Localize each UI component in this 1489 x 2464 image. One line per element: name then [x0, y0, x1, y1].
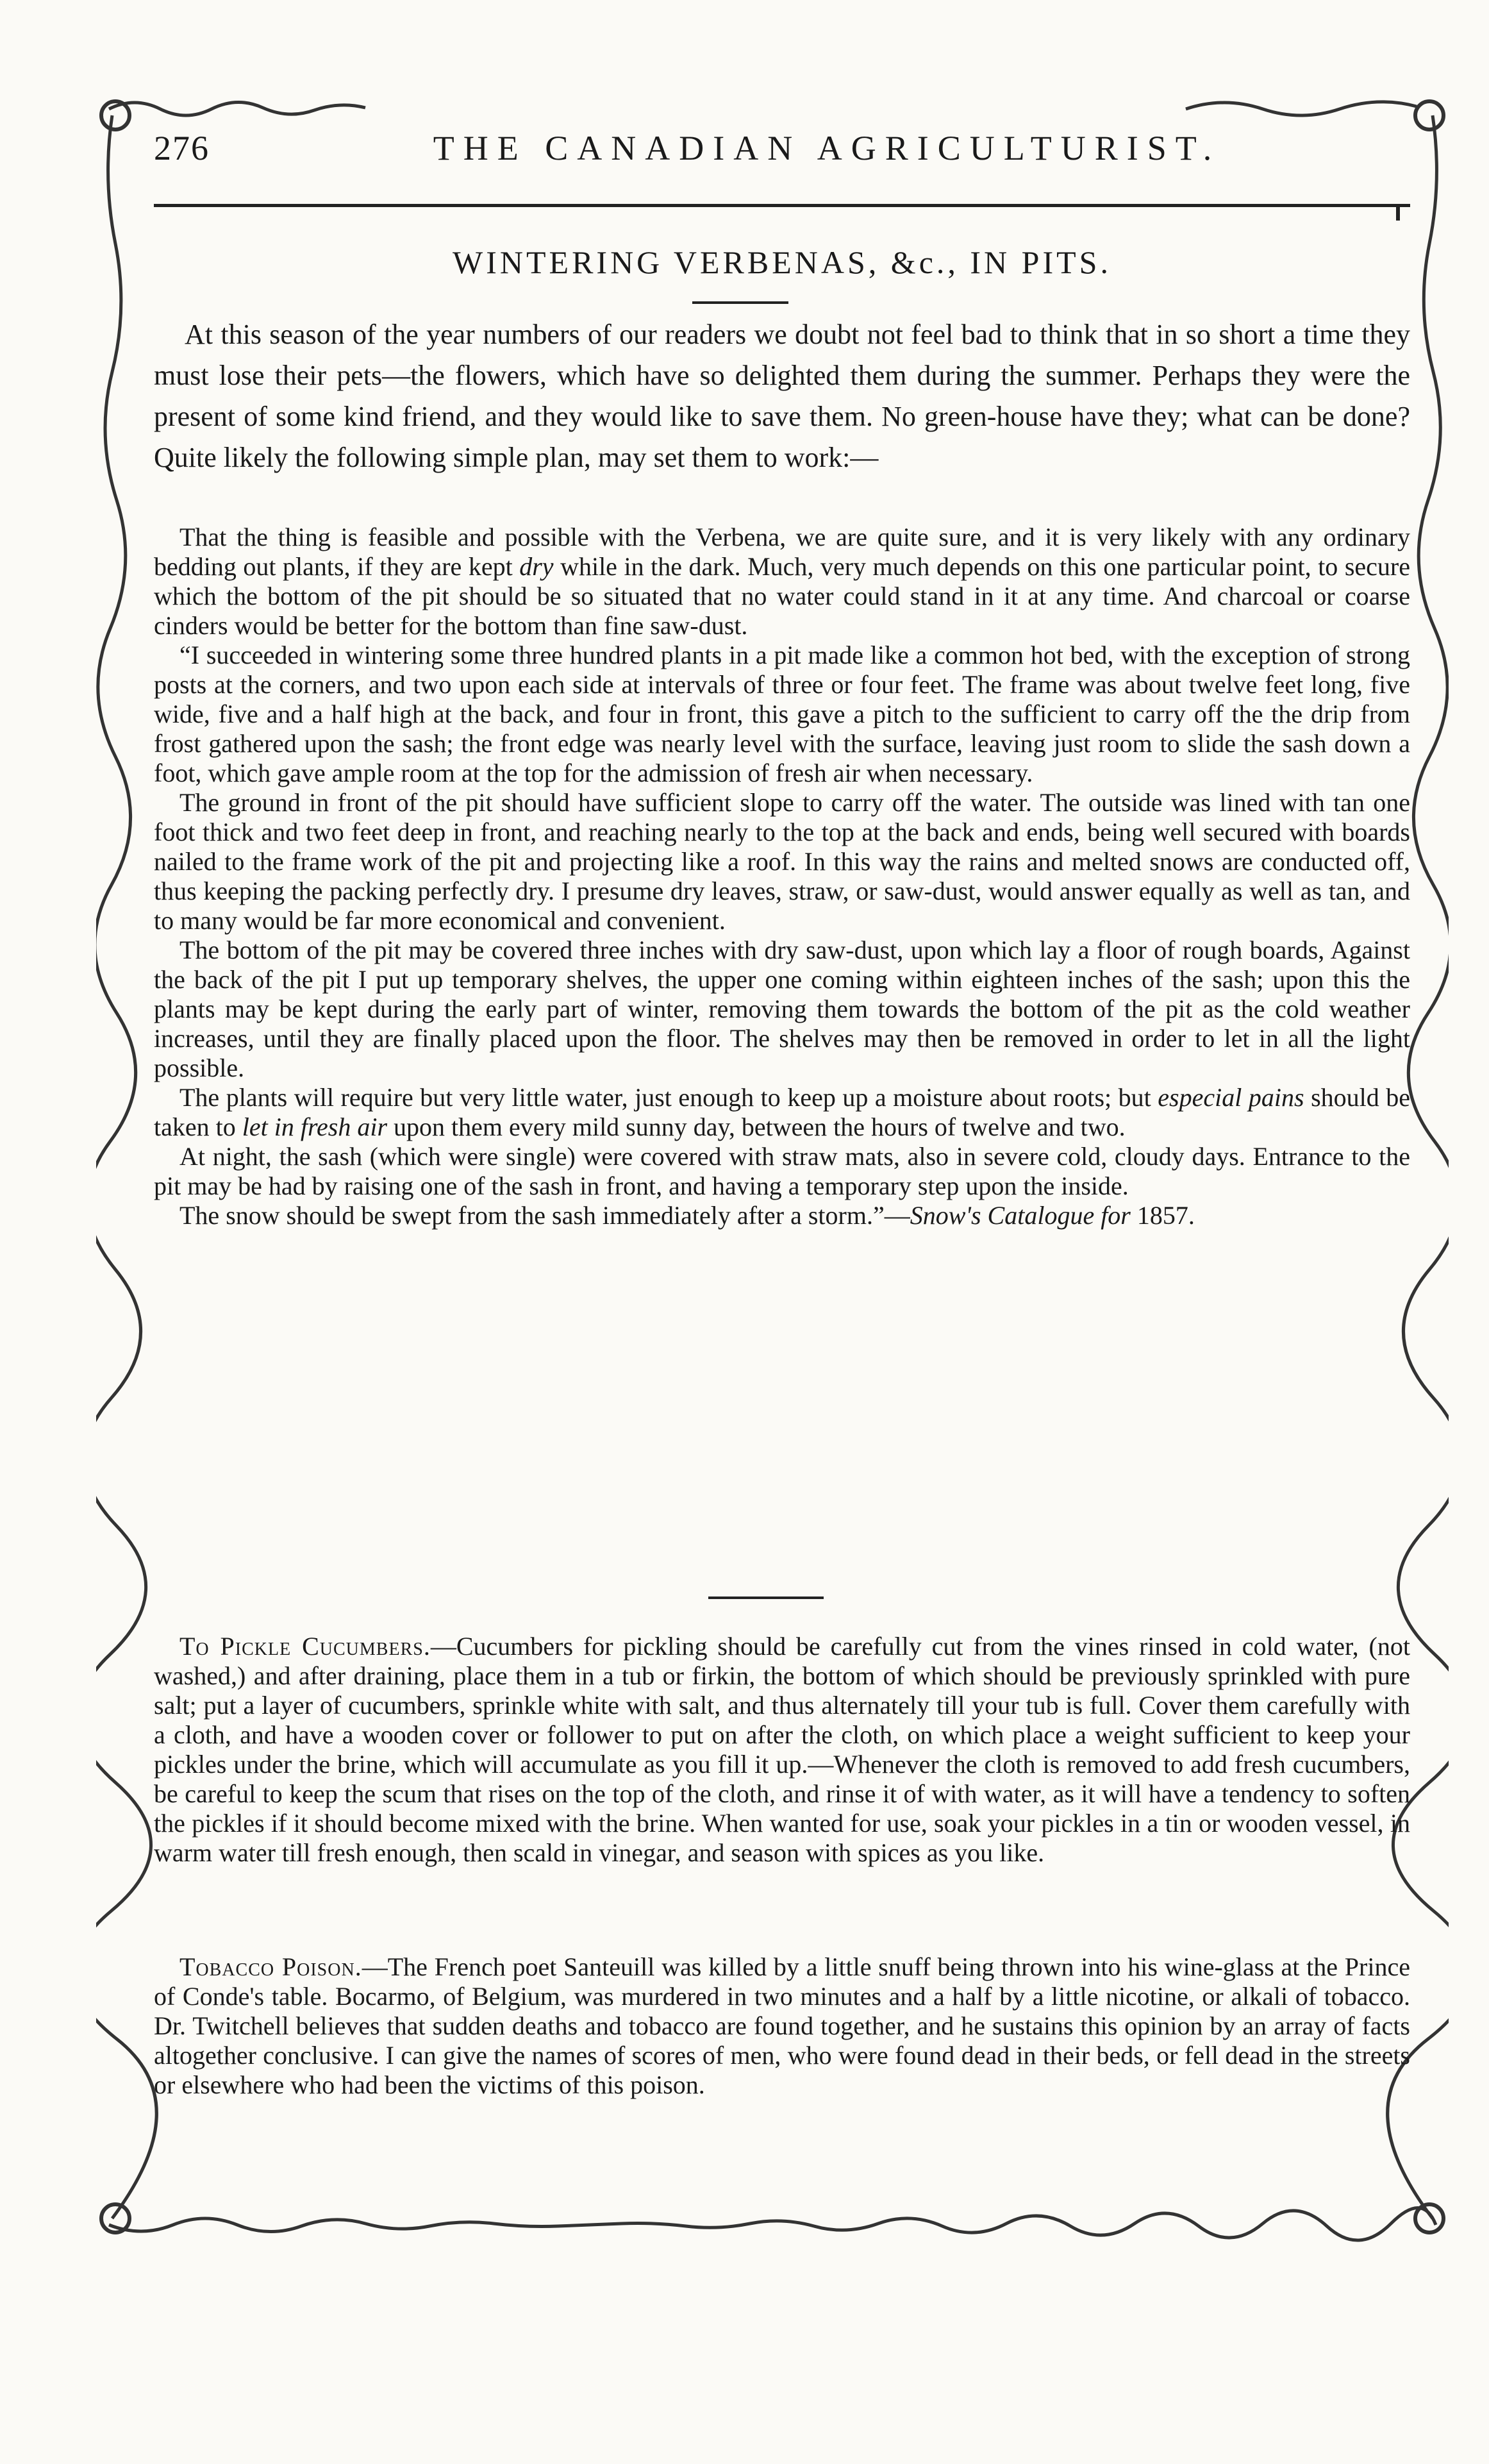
pickle-lead: To Pickle Cucumbers. — [179, 1632, 431, 1661]
pickle-section — [154, 1632, 1410, 1868]
body-paragraph-2: “I succeeded in wintering some three hundred plants in a pit made like a common hot bed, with the exception of strong posts at the corners, and two upon each side at intervals of three or four feet. The frame was about twelve feet long, five wide, five and a half high at the back, and four in front, this gave a pitch to the sufficient to carry off the the drip from frost gathered upon the sash; the front edge was nearly level with the surface, leaving just room to slide the sash down a foot, which gave ample room at the top for the admission of fresh air when necessary. — [154, 641, 1410, 787]
text-run: The snow should be swept from the sash immediately after a storm.”— — [179, 1201, 910, 1230]
emphasis: let in fresh air — [242, 1112, 388, 1141]
body-paragraph-6: At night, the sash (which were single) were covered with straw mats, also in severe cold, cloudy days. Entrance to the pit may be had by raising one of the sash in front, and having a temporary step upon the inside. — [154, 1142, 1410, 1200]
page-header — [154, 122, 1410, 180]
pickle-paragraph — [154, 1632, 1410, 1868]
article-intro — [154, 314, 1410, 478]
article-body — [154, 523, 1410, 1230]
body-paragraph-5 — [154, 1083, 1410, 1142]
section-rule — [708, 1597, 824, 1599]
body-paragraph-7 — [154, 1201, 1410, 1230]
tobacco-section — [154, 1952, 1410, 2100]
intro-paragraph: At this season of the year numbers of our readers we doubt not feel bad to think that in so short a time they must lose their pets—the flowers, which have so delighted them during the summer. Perhaps they were the present of some kind friend, and they would like to save them. No green-house have they; what can be done? Quite likely the following simple plan, may set them to work:— — [154, 319, 1410, 473]
emphasis: dry — [519, 552, 554, 581]
body-paragraph-3: The ground in front of the pit should have sufficient slope to carry off the water. The outside was lined with tan one foot thick and two feet deep in front, and reaching nearly to the top at the back and ends, being well secured with boards nailed to the frame work of the pit and projecting like a roof. In this way the rains and melted snows are conducted off, thus keeping the packing perfectly dry. I presume dry leaves, straw, or saw-dust, would answer equally as well as tan, and to many would be far more economical and convenient. — [154, 788, 1410, 935]
header-rule-tick — [1396, 204, 1400, 221]
tobacco-paragraph — [154, 1952, 1410, 2100]
text-run: upon them every mild sunny day, between the hours of twelve and two. — [387, 1112, 1126, 1141]
emphasis: Snow's Catalogue for — [910, 1201, 1131, 1230]
text-run: That the thing is feasible and possible with the Verbena, we are quite sure, and it is very likely with any ordinary bedding out plants, if they are kept — [154, 523, 1410, 581]
emphasis: especial pains — [1158, 1083, 1304, 1112]
body-paragraph-4: The bottom of the pit may be covered three inches with dry saw-dust, upon which lay a floor of rough boards, Against the back of the pit I put up temporary shelves, the upper one coming within eighteen inches of the sash; upon this the plants may be kept during the early part of winter, removing them towards the bottom of the pit as the cold weather increases, until they are finally placed upon the floor. The shelves may then be removed in order to let in all the light possible. — [154, 935, 1410, 1082]
text-run: should be taken to — [154, 1083, 1411, 1141]
running-title: THE CANADIAN AGRICULTURIST. — [433, 129, 1221, 167]
text-run: 1857. — [1130, 1201, 1195, 1230]
body-paragraph-1 — [154, 523, 1410, 641]
text-run: The plants will require but very little water, just enough to keep up a moisture about roots; but — [179, 1083, 1158, 1112]
text-run: while in the dark. Much, very much depends on this one particular point, to secure which the bottom of the pit should be so situated that no water could stand in it at any time. And charcoal or coarse cinders would be better for the bottom than fine saw-dust. — [154, 552, 1410, 640]
header-rule — [154, 204, 1410, 207]
tobacco-lead: Tobacco Poison. — [179, 1952, 362, 1981]
article-title: WINTERING VERBENAS, &c., IN PITS. — [453, 244, 1111, 280]
tobacco-text: —The French poet Santeuill was killed by a little snuff being thrown into his wine-glass at the Prince of Conde's table. Bocarmo, of Belgium, was murdered in two minutes and a half by a little nicotine, or alkali of tobacco. Dr. Twitchell believes that sudden deaths and tobacco are found together, and he sustains this opinion by an array of facts altogether conclusive. I can give the names of scores of men, who were found dead in their beds, or fell dead in the streets or elsewhere who had been the victims of this poison. — [154, 1952, 1410, 2099]
pickle-text: —Cucumbers for pickling should be carefully cut from the vines rinsed in cold water, (not washed,) and after draining, place them in a tub or firkin, the bottom of which should be previously sprinkled with pure salt; put a layer of cucumbers, sprinkle white with salt, and thus alternately till your tub is full. Cover them carefully with a cloth, and have a wooden cover or follower to put on after the cloth, on which place a weight sufficient to keep your pickles under the brine, which will accumulate as you fill it up.—Whenever the cloth is removed to add fresh cucumbers, be careful to keep the scum that rises on the top of the cloth, and rinse it of with water, as it will have a tendency to soften the pickles if it should become mixed with the brine. When wanted for use, soak your pickles in a tin or wooden vessel, in warm water till fresh enough, then scald in vinegar, and season with spices as you like. — [154, 1632, 1410, 1867]
title-rule — [692, 301, 788, 304]
page-number: 276 — [154, 129, 210, 167]
